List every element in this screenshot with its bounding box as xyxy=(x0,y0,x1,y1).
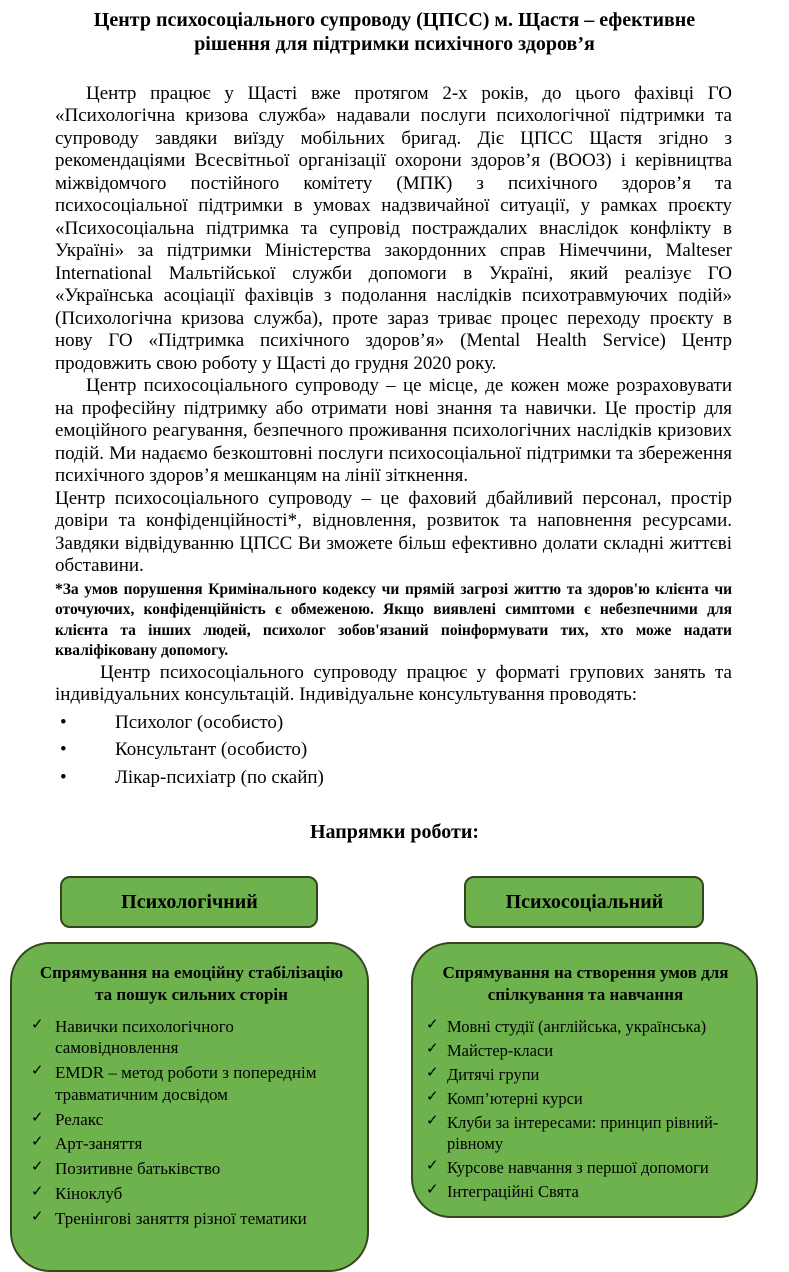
consult-list xyxy=(0,709,732,792)
check-item xyxy=(425,1016,746,1037)
list-item xyxy=(60,764,732,792)
paragraph-intro: Центр працює у Щасті вже протягом 2-х років, до цього фахівці ГО «Психологічна кризова служба» надавали послуги психологічної підтримки та супроводу завдяки виїзду мобільних бригад. Діє ЦПСС Щастя згідно з рекомендаціями Всесвітньої організації охорони здоров’я (ВООЗ) і керівництва міжвідомчого постійного комітету (МПК) з психічного здоров’я та психосоціальної підтримки в умовах надзвичайної ситуації, у рамках проєкту «Психосоціальна підтримка та супровід постраждалих внаслідок конфлікту в Україні» за підтримки Міністерства закордонних справ Німеччини, Malteser International Мальтійської служби допомоги в Україні, який реалізує ГО «Українська асоціації фахівців з подолання наслідків психотравмуючих подій» (Психологічна кризова служба), проте зараз триває процес переходу проєкту в нову ГО «Підтримка психічного здоров’я» (Mental Health Service) Центр продовжить свою роботу у Щасті до грудня 2020 року. xyxy=(55,82,732,374)
checkmark-icon: ✓ xyxy=(425,1112,439,1129)
list-item-label: Лікар-психіатр (по скайп) xyxy=(115,766,324,788)
check-item-label: Дитячі групи xyxy=(446,1064,540,1084)
bullet-icon: • xyxy=(60,711,67,733)
checkmark-icon: ✓ xyxy=(31,1063,44,1079)
checkmark-icon: ✓ xyxy=(31,1159,44,1175)
checkmark-icon: ✓ xyxy=(31,1208,44,1225)
check-item-label: Клуби за інтересами: принцип рівний-рівному xyxy=(446,1112,719,1154)
check-item xyxy=(30,1133,353,1155)
check-item xyxy=(30,1208,353,1230)
check-item xyxy=(425,1088,746,1109)
checkmark-icon: ✓ xyxy=(31,1134,44,1151)
check-item xyxy=(30,1109,353,1131)
check-item xyxy=(425,1040,746,1061)
check-item xyxy=(30,1183,353,1205)
checkmark-icon: ✓ xyxy=(425,1158,439,1175)
footnote: *За умов порушення Кримінального кодексу чи прямій загрозі життю та здоров'ю клієнта чи оточуючих, конфіденційність є обмеженою. Якщо виявлені симптоми є небезпечними для клієнта та інших людей, психолог зобов'язаний поінформувати тих, хто може надати кваліфіковану допомогу. xyxy=(55,580,732,660)
check-item-label: Позитивне батьківство xyxy=(55,1159,221,1178)
checkmark-icon: ✓ xyxy=(31,1016,44,1033)
column-header-psychosocial: Психосоціальний xyxy=(464,876,704,928)
check-item-label: Інтеграційні Свята xyxy=(446,1182,579,1202)
check-item-label: EMDR – метод роботи з попереднім травматичним досвідом xyxy=(55,1063,317,1104)
check-item xyxy=(425,1112,746,1154)
check-item xyxy=(425,1181,746,1202)
check-item-label: Майстер-класи xyxy=(446,1040,554,1060)
checkmark-icon: ✓ xyxy=(425,1040,439,1057)
document-page xyxy=(0,8,789,1228)
check-item-label: Комп’ютерні курси xyxy=(446,1088,583,1108)
checkmark-icon: ✓ xyxy=(425,1064,439,1081)
check-item xyxy=(30,1016,353,1060)
check-item-label: Курсове навчання з першої допомоги xyxy=(446,1158,709,1178)
checkmark-icon: ✓ xyxy=(425,1016,439,1033)
check-item-label: Кіноклуб xyxy=(55,1183,123,1203)
paragraph-place: Центр психосоціального супроводу – це місце, де кожен може розраховувати на професійну підтримку або отримати нові знання та навички. Це простір для емоційного реагування, безпечного проживання психологічних наслідків кризових подій. Ми надаємо безкоштовні послуги психосоціальної підтримки та збереження психічного здоров’я мешканцям на лінії зіткнення. xyxy=(55,375,732,487)
psychosocial-box xyxy=(411,942,758,1218)
section-heading: Напрямки роботи: xyxy=(309,821,480,844)
column-psychosocial xyxy=(411,890,758,1218)
paragraph-staff: Центр психосоціального супроводу – це фаховий дбайливий персонал, простір довіри та конфіденційності*, відновлення, розвиток та наповнення ресурсами. Завдяки відвідуванню ЦПСС Ви зможете більш ефективно долати складні життєві обставини. xyxy=(55,487,732,577)
bullet-icon: • xyxy=(60,739,67,761)
check-item-label: Навички психологічного самовідновлення xyxy=(55,1016,234,1058)
check-item xyxy=(30,1158,353,1180)
check-item-label: Релакс xyxy=(55,1109,104,1129)
list-item-label: Психолог (особисто) xyxy=(115,711,284,733)
bullet-icon: • xyxy=(60,766,67,788)
column-psychological xyxy=(10,890,369,1272)
checkmark-icon: ✓ xyxy=(425,1088,439,1105)
psychological-box xyxy=(10,942,369,1272)
check-item-label: Тренінгові заняття різної тематики xyxy=(55,1208,307,1228)
checkmark-icon: ✓ xyxy=(31,1109,44,1126)
paragraph-consult-intro: Центр психосоціального супроводу працює у форматі групових занять та індивідуальних консультацій. Індивідуальне консультування проводять: xyxy=(55,661,732,706)
column-header-psychological: Психологічний xyxy=(60,876,318,928)
page-title: Центр психосоціального супроводу (ЦПСС) м. Щастя – ефективне рішення для підтримки психічного здоров’я xyxy=(93,9,696,56)
check-item-label: Арт-заняття xyxy=(55,1134,143,1154)
checkmark-icon: ✓ xyxy=(425,1182,439,1199)
work-directions xyxy=(10,890,758,1272)
check-item xyxy=(425,1157,746,1178)
checkmark-icon: ✓ xyxy=(31,1183,44,1200)
check-item-label: Мовні студії (англійська, українська) xyxy=(446,1016,707,1036)
list-item-label: Консультант (особисто) xyxy=(115,739,308,761)
list-item xyxy=(60,709,732,737)
box-title: Спрямування на створення умов для спілкування та навчання xyxy=(442,963,729,1004)
box-title: Спрямування на емоційну стабілізацію та пошук сильних сторін xyxy=(39,963,344,1004)
check-item xyxy=(425,1064,746,1085)
list-item xyxy=(60,736,732,764)
check-item xyxy=(30,1062,353,1106)
